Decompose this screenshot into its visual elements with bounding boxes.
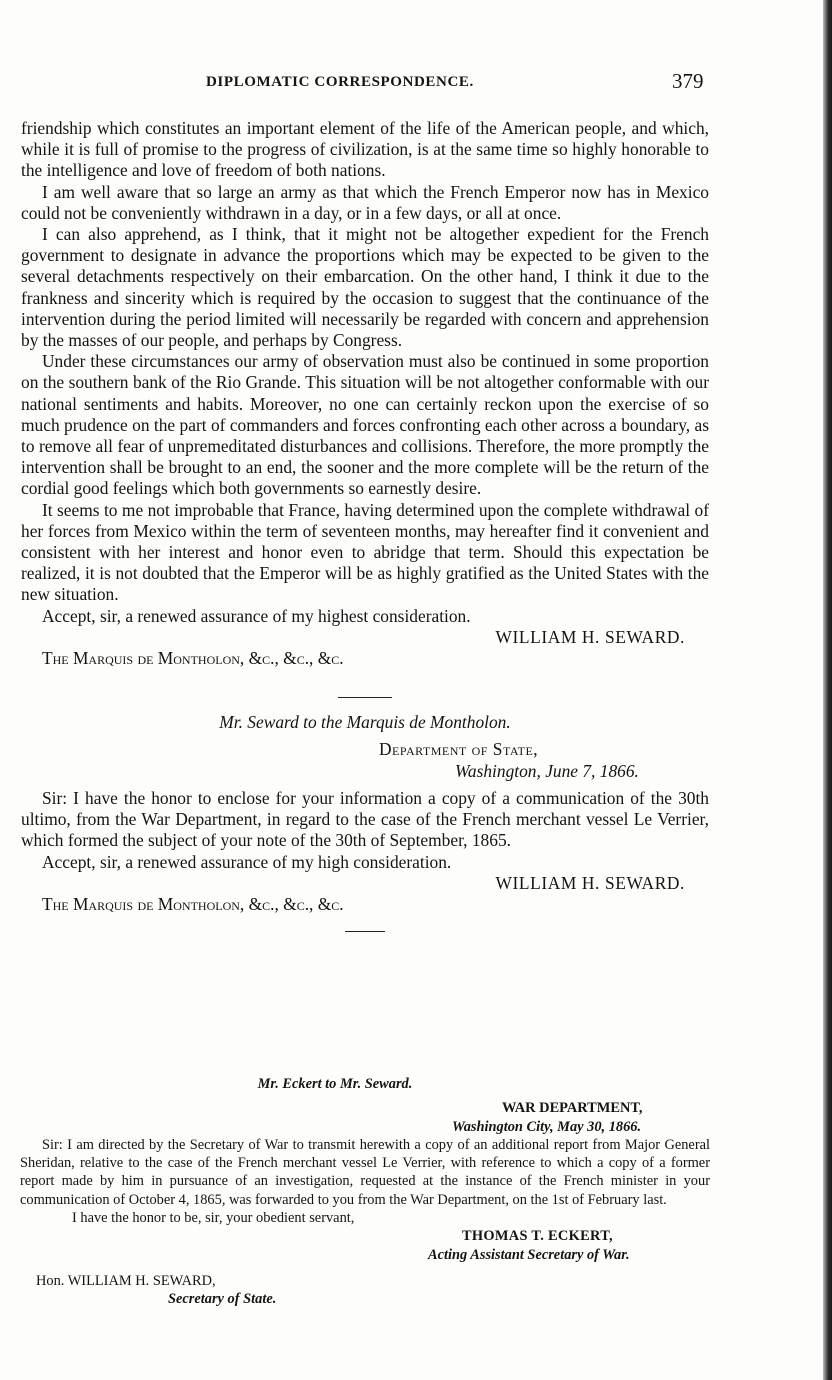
paragraph: I can also apprehend, as I think, that it might not be altogether expedient for the French government to designate in advance the proportions which may be expected to be given to the several detachments respectively on their embarcation. On the other hand, I think it due to the frankness and sincerity which is required by the occasion to suggest that the continuance of the intervention during the period limited will necessarily be regarded with concern and apprehension by the masses of our people, and perhaps by Congress. [21, 224, 709, 351]
section-divider [338, 697, 392, 698]
addressee-line: The Marquis de Montholon, &c., &c., &c. [42, 893, 344, 914]
signature: WILLIAM H. SEWARD. [495, 872, 685, 893]
closing-line: Accept, sir, a renewed assurance of my high consideration. [42, 851, 452, 872]
dateline-office: Department of State, [379, 739, 539, 760]
dateline-office: WAR DEPARTMENT, [502, 1100, 643, 1117]
paragraph: Under these circumstances our army of observation must also be continued in some proportion on the southern bank of the Rio Grande. This situation will be not altogether conformable with our national sentiments and habits. Moreover, no one can certainly reckon upon the exercise of so much prudence on the part of commanders and forces confronting each other across a boundary, as to remove all fear of unpremeditated disturbances and collisions. Therefore, the more promptly the intervention shall be brought to an end, the sooner and the more complete will be the return of the cordial good feelings which both governments so earnestly desire. [21, 351, 709, 499]
paragraph: I am well aware that so large an army as that which the French Emperor now has in Mexico could not be conveniently withdrawn in a day, or in a few days, or all at once. [21, 181, 709, 223]
enclosure-heading: Mr. Eckert to Mr. Seward. [257, 1076, 413, 1092]
dateline-place: Washington City, May 30, 1866. [452, 1118, 642, 1135]
section-divider [345, 931, 385, 932]
page-edge-shadow [823, 0, 832, 1380]
letter-body: Sir: I have the honor to enclose for your information a copy of a communication of the 30th ultimo, from the War Department, in regard to the case of the French merchant vessel Le Verrier, which formed the subject of your note of the 30th of September, 1865. [21, 787, 709, 851]
main-text [21, 118, 709, 932]
paragraph: friendship which constitutes an important element of the life of the American people, and which, while it is full of promise to the progress of civilization, is at the same time so highly honorable to the intelligence and love of freedom of both nations. [21, 118, 709, 181]
dateline-place: Washington, June 7, 1866. [455, 760, 639, 781]
page-number: 379 [672, 69, 704, 93]
addressee-line: The Marquis de Montholon, &c., &c., &c. [42, 648, 344, 669]
recipient-title: Secretary of State. [168, 1291, 277, 1308]
running-head: DIPLOMATIC CORRESPONDENCE. [206, 74, 474, 90]
signature: WILLIAM H. SEWARD. [495, 626, 685, 647]
page-header [0, 69, 832, 100]
enclosure [20, 1075, 710, 1309]
signature-title: Acting Assistant Secretary of War. [428, 1246, 630, 1263]
closing-line: Accept, sir, a renewed assurance of my highest consideration. [42, 605, 471, 626]
recipient-name: Hon. WILLIAM H. SEWARD, [36, 1272, 216, 1289]
closing-line: I have the honor to be, sir, your obedient servant, [72, 1210, 355, 1227]
letter-heading: Mr. Seward to the Marquis de Montholon. [219, 712, 511, 733]
paragraph: It seems to me not improbable that France, having determined upon the complete withdrawal of her forces from Mexico within the term of seventeen months, may hereafter find it convenient and consistent with her interest and honor even to abridge that term. Should this expectation be realized, it is not doubted that the Emperor will be as highly gratified as the United States with the new situation. [21, 499, 709, 605]
enclosure-body: Sir: I am directed by the Secretary of War to transmit herewith a copy of an additional report from Major General Sheridan, relative to the case of the French merchant vessel Le Verrier, with reference to which a copy of a former report made by him in pursuance of an investigation, requested at the instance of the French minister in your communication of October 4, 1865, was forwarded to you from the War Department, on the 1st of February last. [20, 1136, 710, 1208]
signature-name: THOMAS T. ECKERT, [462, 1228, 613, 1245]
